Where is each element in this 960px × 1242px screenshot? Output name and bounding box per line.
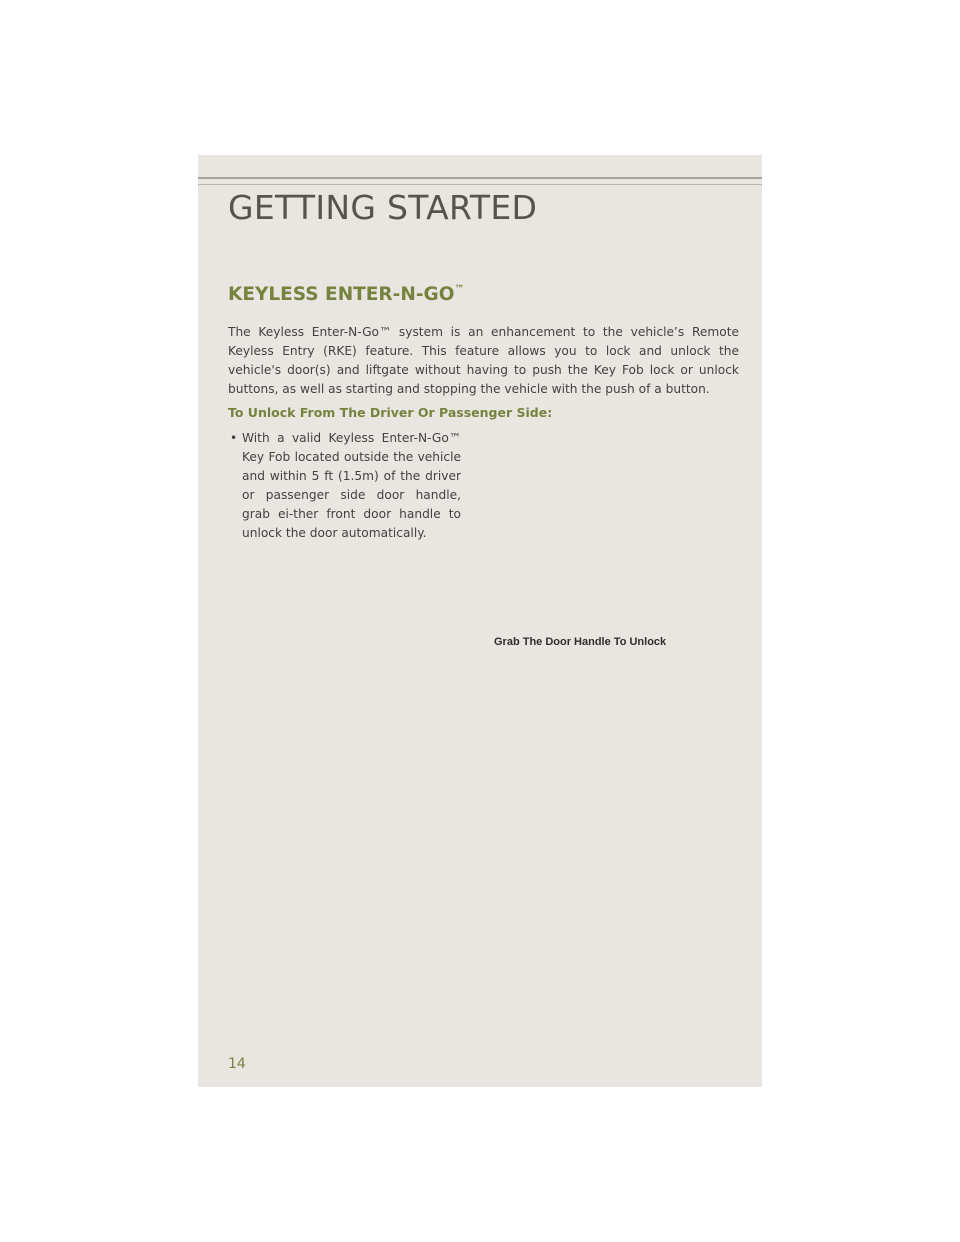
header-rule-top: [198, 177, 762, 179]
header-rule-bottom: [198, 184, 762, 185]
trademark-symbol: ™: [454, 284, 465, 295]
page-number: 14: [228, 1056, 246, 1072]
feature-heading-text: KEYLESS ENTER-N-GO: [228, 284, 455, 305]
figure-caption: Grab The Door Handle To Unlock: [494, 636, 667, 648]
section-title: GETTING STARTED: [228, 188, 538, 227]
door-handle-figure: [480, 413, 738, 623]
bullet-text: With a valid Keyless Enter-N-Go™ Key Fob located outside the vehicle and within 5 ft (1.5m) of the driver or passenger side door handle, grab ei-ther front door handle to unlock the door automatically.: [242, 431, 461, 540]
intro-paragraph: The Keyless Enter-N-Go™ system is an enhancement to the vehicle’s Remote Keyless Entry (RKE) feature. This feature allows you to lock and unlock the vehicle's door(s) and liftgate without having to push the Key Fob lock or unlock buttons, as well as starting and stopping the vehicle with the push of a button.: [228, 325, 739, 396]
unlock-subheading: To Unlock From The Driver Or Passenger Side:: [228, 405, 553, 420]
bullet-item: [228, 429, 461, 543]
bullet-marker: •: [230, 431, 238, 445]
manual-page: [198, 155, 762, 1087]
feature-heading: [228, 286, 464, 305]
